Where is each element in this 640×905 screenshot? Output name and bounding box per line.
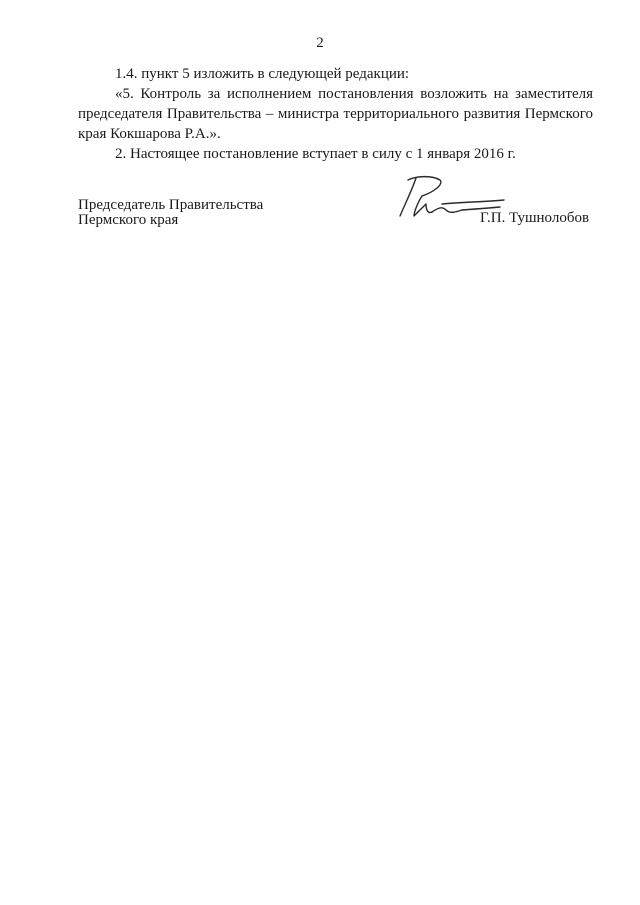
paragraph-amendment-text: «5. Контроль за исполнением постановления возложить на заместителя председателя Правительства – министра территориального развития Пермского края Кокшарова Р.А.». <box>78 86 593 142</box>
paragraph-effective-date: 2. Настоящее постановление вступает в силу с 1 января 2016 г. <box>115 146 516 162</box>
signatory-position-line-1: Председатель Правительства <box>78 197 264 213</box>
page-number: 2 <box>316 35 324 51</box>
signatory-name: Г.П. Тушнолобов <box>480 210 590 226</box>
signatory-position <box>78 198 263 228</box>
signatory-position-line-2: Пермского края <box>78 212 179 228</box>
paragraph-amendment-intro: 1.4. пункт 5 изложить в следующей редакции: <box>115 66 410 82</box>
document-body <box>78 64 593 164</box>
